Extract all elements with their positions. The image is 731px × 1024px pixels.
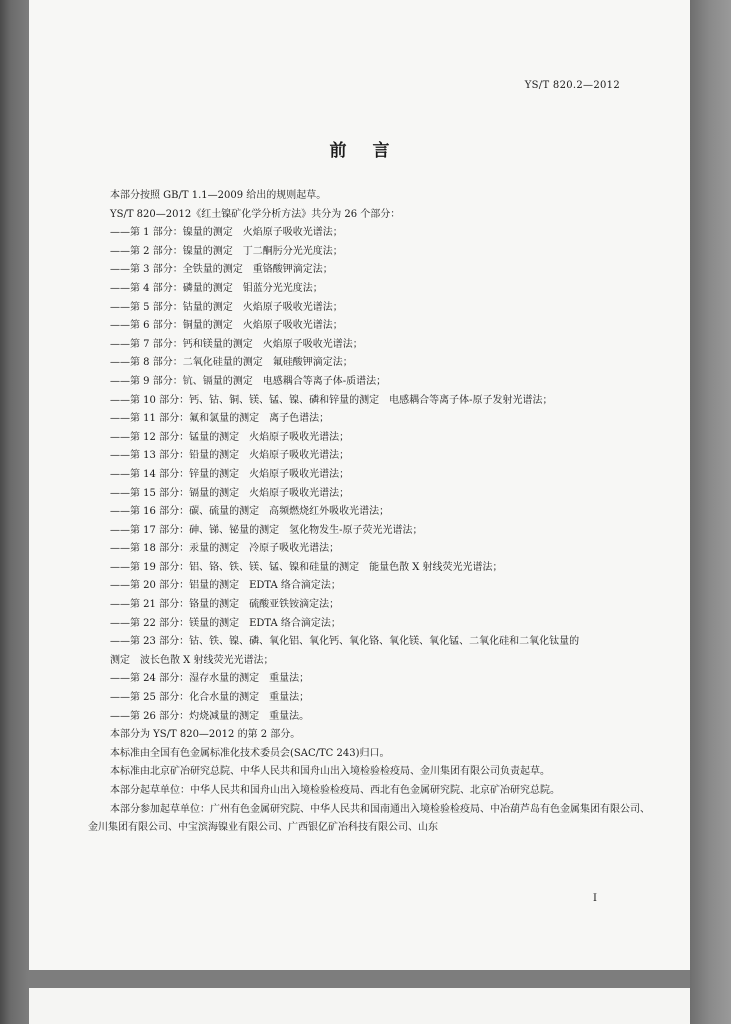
- part-list-item: ——第 25 部分：化合水量的测定 重量法；: [110, 692, 310, 704]
- part-list-item: ——第 19 部分：铝、铬、铁、镁、锰、镍和硅量的测定 能量色散 X 射线荧光光谱法；: [110, 561, 503, 573]
- part-list-item: ——第 4 部分：磷量的测定 钼蓝分光光度法；: [110, 282, 323, 294]
- part-list-item: ——第 23 部分：钴、铁、镍、磷、氧化铝、氧化钙、氧化铬、氧化镁、氧化锰、二氧化硅和二氧化钛量的: [110, 636, 580, 648]
- part-list-item: ——第 22 部分：镁量的测定 EDTA 络合滴定法；: [110, 617, 341, 629]
- part-list-item: ——第 5 部分：钴量的测定 火焰原子吸收光谱法；: [110, 301, 343, 313]
- part-list-item: ——第 17 部分：砷、锑、铋量的测定 氢化物发生-原子荧光光谱法；: [110, 524, 423, 536]
- part-list-item: ——第 13 部分：铅量的测定 火焰原子吸收光谱法；: [110, 450, 350, 462]
- part-list-item: ——第 16 部分：碳、硫量的测定 高频燃烧红外吸收光谱法；: [110, 506, 390, 518]
- part-list-item: ——第 9 部分：钪、镉量的测定 电感耦合等离子体-质谱法；: [110, 375, 387, 387]
- document-body: [88, 187, 654, 838]
- responsible-statement: 本标准由北京矿冶研究总院、中华人民共和国舟山出入境检验检疫局、金川集团有限公司负责起草。: [110, 766, 550, 778]
- part-list-item: ——第 2 部分：镍量的测定 丁二酮肟分光光度法；: [110, 245, 343, 257]
- part-list-item: ——第 18 部分：汞量的测定 冷原子吸收光谱法；: [110, 543, 340, 555]
- part-list-item: ——第 20 部分：铝量的测定 EDTA 络合滴定法；: [110, 580, 341, 592]
- part-list-item: ——第 3 部分：全铁量的测定 重铬酸钾滴定法；: [110, 264, 333, 276]
- intro-line: 本部分按照 GB/T 1.1—2009 给出的规则起草。: [110, 190, 327, 201]
- page-number: I: [593, 893, 597, 904]
- part-statement: 本部分为 YS/T 820—2012 的第 2 部分。: [110, 729, 301, 741]
- part-list-item: ——第 6 部分：铜量的测定 火焰原子吸收光谱法；: [110, 320, 343, 332]
- participating-units-statement: 本部分参加起草单位：广州有色金属研究院、中华人民共和国南通出入境检验检疫局、中冶葫芦岛有色金属集团有限公司、金川集团有限公司、中宝滨海镍业有限公司、广西银亿矿冶科技有限公司、山东: [88, 803, 650, 834]
- next-document-page[interactable]: [29, 988, 690, 1024]
- part-list-item: ——第 14 部分：锌量的测定 火焰原子吸收光谱法；: [110, 468, 350, 480]
- standard-code: YS/T 820.2—2012: [524, 80, 620, 91]
- part-list-item: ——第 15 部分：镉量的测定 火焰原子吸收光谱法；: [110, 487, 350, 499]
- part-list-item: ——第 24 部分：湿存水量的测定 重量法；: [110, 673, 310, 685]
- part-list-item: ——第 7 部分：钙和镁量的测定 火焰原子吸收光谱法；: [110, 338, 363, 350]
- document-page[interactable]: [29, 0, 690, 970]
- part-list-item: ——第 10 部分：钙、钴、铜、镁、锰、镍、磷和锌量的测定 电感耦合等离子体-原子发射光谱法；: [110, 394, 553, 406]
- part-list-item: ——第 1 部分：镍量的测定 火焰原子吸收光谱法；: [110, 227, 343, 239]
- centralized-statement: 本标准由全国有色金属标准化技术委员会(SAC/TC 243)归口。: [110, 747, 390, 759]
- part-list-item: ——第 8 部分：二氧化硅量的测定 氟硅酸钾滴定法；: [110, 357, 353, 369]
- part-list-item: ——第 21 部分：铬量的测定 硫酸亚铁铵滴定法；: [110, 599, 340, 611]
- part-list-item-continuation: 测定 波长色散 X 射线荧光光谱法；: [110, 654, 274, 666]
- part-list-item: ——第 26 部分：灼烧减量的测定 重量法。: [110, 710, 310, 722]
- intro-line: YS/T 820—2012《红土镍矿化学分析方法》共分为 26 个部分：: [110, 208, 401, 220]
- part-list-item: ——第 12 部分：锰量的测定 火焰原子吸收光谱法；: [110, 431, 350, 443]
- viewer-background: [690, 0, 731, 1024]
- page-title: 前言: [329, 141, 416, 161]
- drafting-units-statement: 本部分起草单位：中华人民共和国舟山出入境检验检疫局、西北有色金属研究院、北京矿冶研究总院。: [110, 785, 560, 796]
- part-list-item: ——第 11 部分：氟和氯量的测定 离子色谱法；: [110, 413, 330, 425]
